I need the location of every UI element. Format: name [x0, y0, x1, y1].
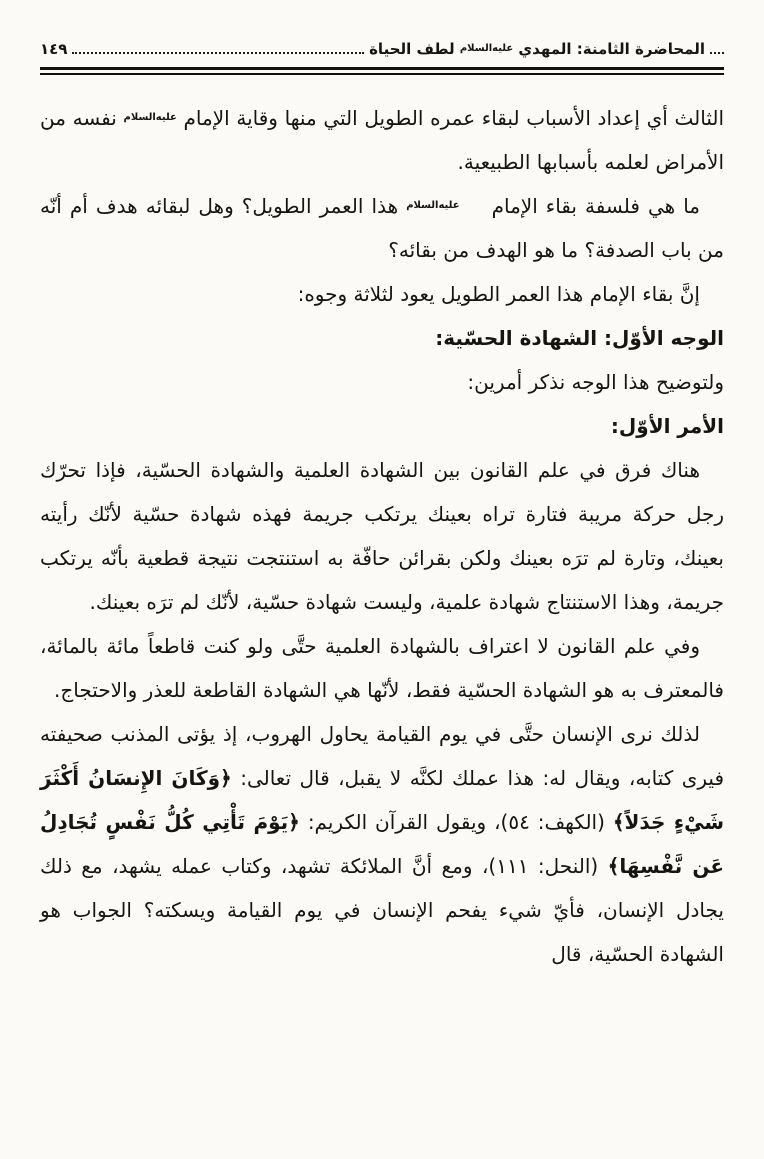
- honorific-symbol: عليه‌السلام: [459, 43, 514, 54]
- verse-reference-1: (الكهف: ٥٤)، ويقول القرآن الكريم:: [307, 810, 605, 834]
- running-header: [40, 40, 724, 58]
- page-body: [40, 96, 724, 976]
- quran-verse-2: ﴿يَوْمَ تَأْتِي كُلُّ نَفْسٍ تُجَادِلُ عَن نَّفْسِهَا﴾: [40, 810, 725, 878]
- header-leader-right: [710, 52, 724, 54]
- chapter-title: [369, 40, 705, 58]
- section-heading-1: الوجه الأوّل: الشهادة الحسّية:: [435, 326, 724, 350]
- header-divider: [40, 67, 724, 75]
- chapter-title-text: المحاضرة الثامنة: المهدي: [518, 40, 705, 58]
- paragraph-7-text: لذلك نرى الإنسان حتَّى في يوم القيامة يحاول الهروب، إذ يؤتى المذنب صحيفته فيرى كتابه، ويقال له: هذا عملك لكنَّه لا يقبل، قال تعالى:: [40, 722, 725, 790]
- verse-reference-2: (النحل: ١١١)، ومع أنَّ الملائكة تشهد، وكتاب عمله يشهد، مع ذلك يجادل الإنسان، فأيّ شيء يفحم الإنسان في يوم القيامة ويسكته؟ الجواب هو الشهادة الحسّية، قال: [40, 854, 724, 966]
- paragraph-3: إنَّ بقاء الإمام هذا العمر الطويل يعود لثلاثة وجوه:: [297, 282, 700, 306]
- quran-verse-1: ﴿وَكَانَ الإِنسَانُ أَكْثَرَ شَيْءٍ جَدَلاً﴾: [40, 766, 725, 834]
- chapter-title-rest: لطف الحياة: [369, 40, 455, 58]
- honorific-symbol: عليه‌السلام: [123, 112, 177, 123]
- paragraph-1: [40, 96, 724, 184]
- paragraph-7: [40, 712, 724, 976]
- paragraph-4: ولتوضيح هذا الوجه نذكر أمرين:: [467, 370, 724, 394]
- paragraph-5: هناك فرق في علم القانون بين الشهادة العلمية والشهادة الحسّية، فإذا تحرّك رجل حركة مريبة فتارة تراه بعينك يرتكب جريمة فهذه شهادة حسّية لأنّك رأيته بعينك، وتارة لم ترَه بعينك ولكن بقرائن حافّة به استنتجت نتيجة قطعية بأنّه يرتكب جريمة، وهذا الاستنتاج شهادة علمية، وليست شهادة حسّية، لأنّك لم ترَه بعينك.: [40, 458, 724, 614]
- paragraph-2-text-2: هذا العمر الطويل؟ وهل لبقائه هدف أم أنّه من باب الصدفة؟ ما هو الهدف من بقائه؟: [40, 194, 724, 262]
- page-number: ١٤٩: [40, 40, 68, 58]
- header-leader-dots: [72, 52, 364, 54]
- paragraph-2: [40, 184, 724, 272]
- paragraph-1-text-2: نفسه من الأمراض لعلمه بأسبابها الطبيعية.: [40, 106, 724, 174]
- paragraph-6: وفي علم القانون لا اعتراف بالشهادة العلمية حتَّى ولو كنت قاطعاً مائة بالمائة، فالمعترف به هو الشهادة الحسّية فقط، لأنّها هي الشهادة القاطعة للعذر والاحتجاج.: [40, 634, 724, 702]
- section-heading-2: الأمر الأوّل:: [610, 414, 724, 438]
- paragraph-2-text: ما هي فلسفة بقاء الإمام: [491, 194, 701, 218]
- honorific-symbol: عليه‌السلام: [406, 200, 460, 211]
- paragraph-1-text: الثالث أي إعداد الأسباب لبقاء عمره الطويل التي منها وقاية الإمام: [183, 106, 725, 130]
